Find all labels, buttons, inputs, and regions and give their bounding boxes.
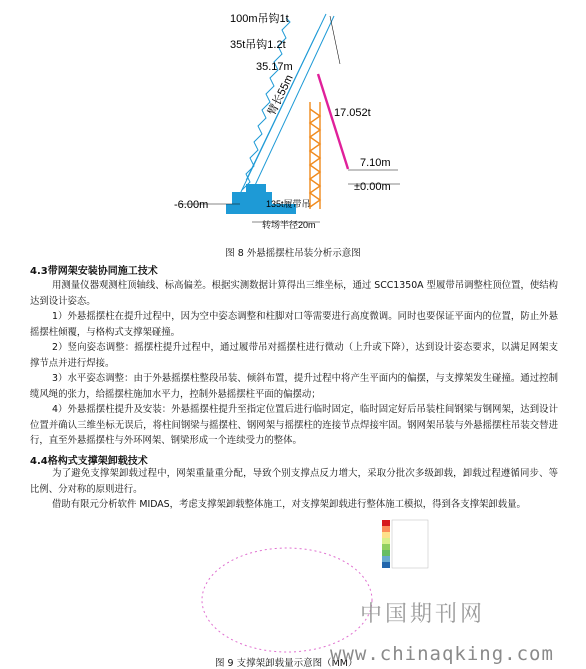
paragraph <box>30 340 558 371</box>
label-boom-length: 臂长55m <box>265 73 296 118</box>
figure-9-caption: 图 9 支撑架卸载量示意图（MM） <box>215 658 358 669</box>
section-4-4-heading: 4.4格构式支撑架卸载技术 <box>30 456 148 467</box>
paragraph-text: 用测量仪器观测柱顶轴线、标高偏差。根据实测数据计算得出三维坐标，通过 SCC1350A 型履带吊调整柱顶位置，使结构达到设计姿态。 <box>30 280 558 307</box>
paragraph <box>30 309 558 340</box>
label-crane-type: 135t履带吊 <box>266 199 311 209</box>
watermark-logo: 中国期刊网 <box>360 602 486 627</box>
label-100m-hook: 100m吊钩1t <box>230 13 289 25</box>
figure-8-caption: 图 8 外悬摇摆柱吊装分析示意图 <box>225 248 361 259</box>
paragraph-text: 为了避免支撑架卸载过程中，网架重量重分配，导致个别支撑点反力增大，采取分批次多级卸载，卸载过程遵循同步、等比例、分对称的原则进行。 <box>30 468 558 495</box>
paragraph-text: 3）水平姿态调整：由于外悬摇摆柱整段吊装、倾斜布置，提升过程中将产生平面内的偏摆，与支撑架发生碰撞。通过控制缆风绳的张力，给摇摆柱施加水平力，控制外悬摇摆柱平面的偏摆动； <box>30 373 558 400</box>
paragraph-text: 1）外悬摇摆柱在提升过程中，因为空中姿态调整和柱脚对口等需要进行高度微调。同时也要保证平面内的位置，防止外悬摇摆柱倾覆，与格构式支撑架碰撞。 <box>30 311 558 338</box>
paragraph <box>30 497 558 513</box>
unloading-ring-figure <box>192 512 432 662</box>
paragraph <box>30 278 558 309</box>
label-zero-elevation: ±0.00m <box>354 181 391 193</box>
paragraph <box>30 402 558 449</box>
label-negative-elevation: -6.00m <box>174 199 209 211</box>
paragraph <box>30 466 558 497</box>
label-base-radius: 转场半径20m <box>262 220 316 230</box>
label-height: 35.17m <box>256 61 293 73</box>
swing-column <box>318 74 348 169</box>
support-ring <box>202 548 372 652</box>
paragraph-text: 2）竖向姿态调整：摇摆柱提升过程中，通过履带吊对摇摆柱进行微动（上升或下降），达到设计姿态要求，以满足网架支撑节点并进行焊接。 <box>30 342 558 369</box>
paragraph <box>30 371 558 402</box>
paragraph-text: 4）外悬摇摆柱提升及安装：外悬摇摆柱提升至指定位置后进行临时固定，临时固定好后吊装柱间钢梁与钢网架，达到设计位置并确认三维坐标无误后，将柱间钢梁与摇摆柱、钢网架与摇摆柱的连接节点焊接牢固。钢网架吊装与外悬摇摆柱吊装交替进行，直至外悬摇摆柱与外环网架、钢梁形成一个连续受力的整体。 <box>30 404 558 446</box>
watermark-url: www.chinaqking.com <box>330 643 554 665</box>
label-35t-hook: 35t吊钩1.2t <box>230 39 286 51</box>
orange-support-tower <box>310 102 320 209</box>
label-load: 17.052t <box>334 107 371 119</box>
label-radius: 7.10m <box>360 157 391 169</box>
paragraph-text: 借助有限元分析软件 MIDAS，考虑支撑架卸载整体施工，对支撑架卸载进行整体施工模拟，得到各支撑架卸载量。 <box>52 499 526 510</box>
crane-lifting-figure <box>170 4 420 230</box>
color-legend <box>382 520 428 568</box>
section-4-3-heading: 4.3带网架安装协同施工技术 <box>30 266 158 277</box>
